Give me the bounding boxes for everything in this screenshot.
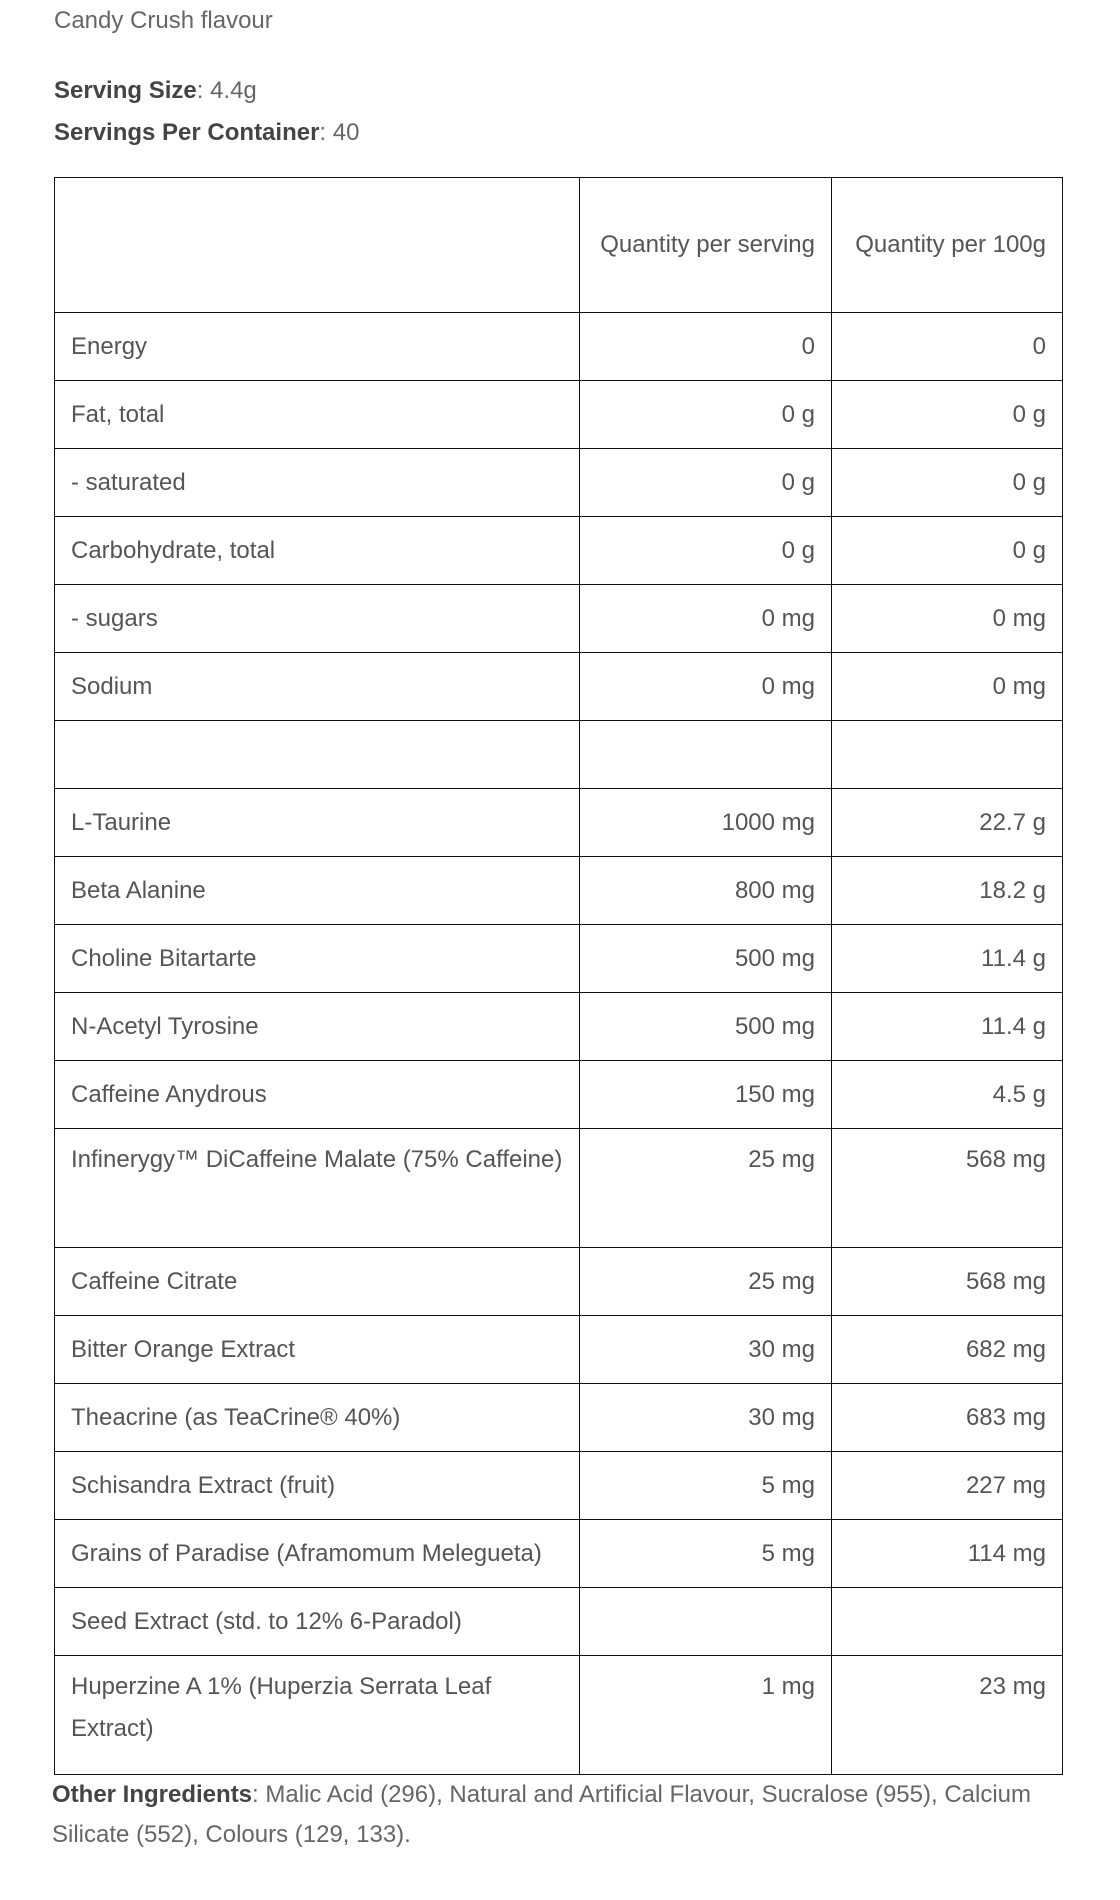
per-serving-cell: 0 mg (580, 653, 832, 721)
per-serving-cell: 0 g (580, 381, 832, 449)
nutrient-name-cell: Sodium (55, 653, 580, 721)
other-ingredients-label: Other Ingredients (52, 1781, 253, 1808)
nutrient-name-cell: Carbohydrate, total (55, 517, 580, 585)
nutrient-name-cell: Caffeine Anydrous (55, 1061, 580, 1129)
nutrient-name-cell: Schisandra Extract (fruit) (55, 1452, 580, 1520)
per-serving-cell: 5 mg (580, 1452, 832, 1520)
header-cell-per-100g: Quantity per 100g (832, 178, 1063, 313)
per-serving-cell: 150 mg (580, 1061, 832, 1129)
serving-size (54, 70, 359, 112)
servings-per-container-value: : 40 (319, 119, 360, 146)
nutrient-name-cell: Theacrine (as TeaCrine® 40%) (55, 1384, 580, 1452)
nutrient-name-cell: Huperzine A 1% (Huperzia Serrata Leaf Extract) (55, 1656, 580, 1775)
per-100g-cell: 0 (832, 313, 1063, 381)
serving-size-value: : 4.4g (196, 77, 257, 104)
nutrient-name-cell: - sugars (55, 585, 580, 653)
nutrient-name-cell: Seed Extract (std. to 12% 6-Paradol) (55, 1588, 580, 1656)
servings-per-container-label: Servings Per Container (54, 119, 320, 146)
per-serving-cell: 30 mg (580, 1384, 832, 1452)
table-row (55, 1452, 1063, 1520)
per-serving-cell: 30 mg (580, 1316, 832, 1384)
per-serving-cell: 0 g (580, 449, 832, 517)
per-100g-cell: 0 g (832, 449, 1063, 517)
table-row (55, 1248, 1063, 1316)
per-serving-cell: 25 mg (580, 1248, 832, 1316)
other-ingredients (52, 1775, 1062, 1855)
nutrient-name-cell: Choline Bitartarte (55, 925, 580, 993)
header-cell-name (55, 178, 580, 313)
serving-info (54, 70, 359, 154)
per-serving-cell: 800 mg (580, 857, 832, 925)
per-100g-cell: 22.7 g (832, 789, 1063, 857)
per-100g-cell: 568 mg (832, 1248, 1063, 1316)
serving-size-label: Serving Size (54, 77, 197, 104)
nutrient-name-cell: - saturated (55, 449, 580, 517)
table-row (55, 1656, 1063, 1775)
table-row (55, 585, 1063, 653)
other-ingredients-text: : Malic Acid (296), Natural and Artificial Flavour, Sucralose (955), Calcium Silicate (552), Colours (129, 133). (52, 1781, 1032, 1848)
table-row (55, 1588, 1063, 1656)
per-serving-cell: 0 (580, 313, 832, 381)
per-100g-cell: 0 mg (832, 585, 1063, 653)
per-100g-cell: 0 g (832, 381, 1063, 449)
table-row (55, 1316, 1063, 1384)
per-serving-cell: 25 mg (580, 1129, 832, 1248)
table-row (55, 1129, 1063, 1248)
per-serving-cell (580, 1588, 832, 1656)
per-100g-cell: 0 g (832, 517, 1063, 585)
nutrition-table-body (55, 178, 1063, 1775)
per-100g-cell: 114 mg (832, 1520, 1063, 1588)
nutrient-name-cell: L-Taurine (55, 789, 580, 857)
table-row (55, 449, 1063, 517)
table-row (55, 925, 1063, 993)
table-row (55, 1061, 1063, 1129)
table-row (55, 1384, 1063, 1452)
per-100g-cell: 11.4 g (832, 925, 1063, 993)
nutrient-name-cell: Bitter Orange Extract (55, 1316, 580, 1384)
per-serving-cell: 0 mg (580, 585, 832, 653)
per-serving-cell (580, 721, 832, 789)
per-serving-cell: 0 g (580, 517, 832, 585)
per-100g-cell: 11.4 g (832, 993, 1063, 1061)
per-100g-cell: 18.2 g (832, 857, 1063, 925)
nutrient-name-cell (55, 721, 580, 789)
per-100g-cell: 23 mg (832, 1656, 1063, 1775)
per-100g-cell: 683 mg (832, 1384, 1063, 1452)
per-serving-cell: 1000 mg (580, 789, 832, 857)
table-row (55, 993, 1063, 1061)
table-row (55, 857, 1063, 925)
flavour-title: Candy Crush flavour (54, 7, 273, 34)
per-serving-cell: 500 mg (580, 993, 832, 1061)
table-row (55, 313, 1063, 381)
per-100g-cell: 568 mg (832, 1129, 1063, 1248)
table-row (55, 381, 1063, 449)
nutrient-name-cell: Energy (55, 313, 580, 381)
nutrient-name-cell: Beta Alanine (55, 857, 580, 925)
servings-per-container (54, 112, 359, 154)
per-100g-cell (832, 1588, 1063, 1656)
table-header-row (55, 178, 1063, 313)
table-row (55, 1520, 1063, 1588)
nutrient-name-cell: Infinerygy™ DiCaffeine Malate (75% Caffeine) (55, 1129, 580, 1248)
spacer-row (55, 721, 1063, 789)
nutrition-table (54, 177, 1063, 1775)
per-100g-cell: 227 mg (832, 1452, 1063, 1520)
per-100g-cell: 0 mg (832, 653, 1063, 721)
per-serving-cell: 5 mg (580, 1520, 832, 1588)
nutrient-name-cell: Caffeine Citrate (55, 1248, 580, 1316)
per-serving-cell: 500 mg (580, 925, 832, 993)
table-row (55, 789, 1063, 857)
table-row (55, 653, 1063, 721)
table-row (55, 517, 1063, 585)
nutrient-name-cell: Grains of Paradise (Aframomum Melegueta) (55, 1520, 580, 1588)
per-serving-cell: 1 mg (580, 1656, 832, 1775)
per-100g-cell: 682 mg (832, 1316, 1063, 1384)
nutrient-name-cell: N-Acetyl Tyrosine (55, 993, 580, 1061)
nutrient-name-cell: Fat, total (55, 381, 580, 449)
header-cell-per-serving: Quantity per serving (580, 178, 832, 313)
per-100g-cell (832, 721, 1063, 789)
per-100g-cell: 4.5 g (832, 1061, 1063, 1129)
